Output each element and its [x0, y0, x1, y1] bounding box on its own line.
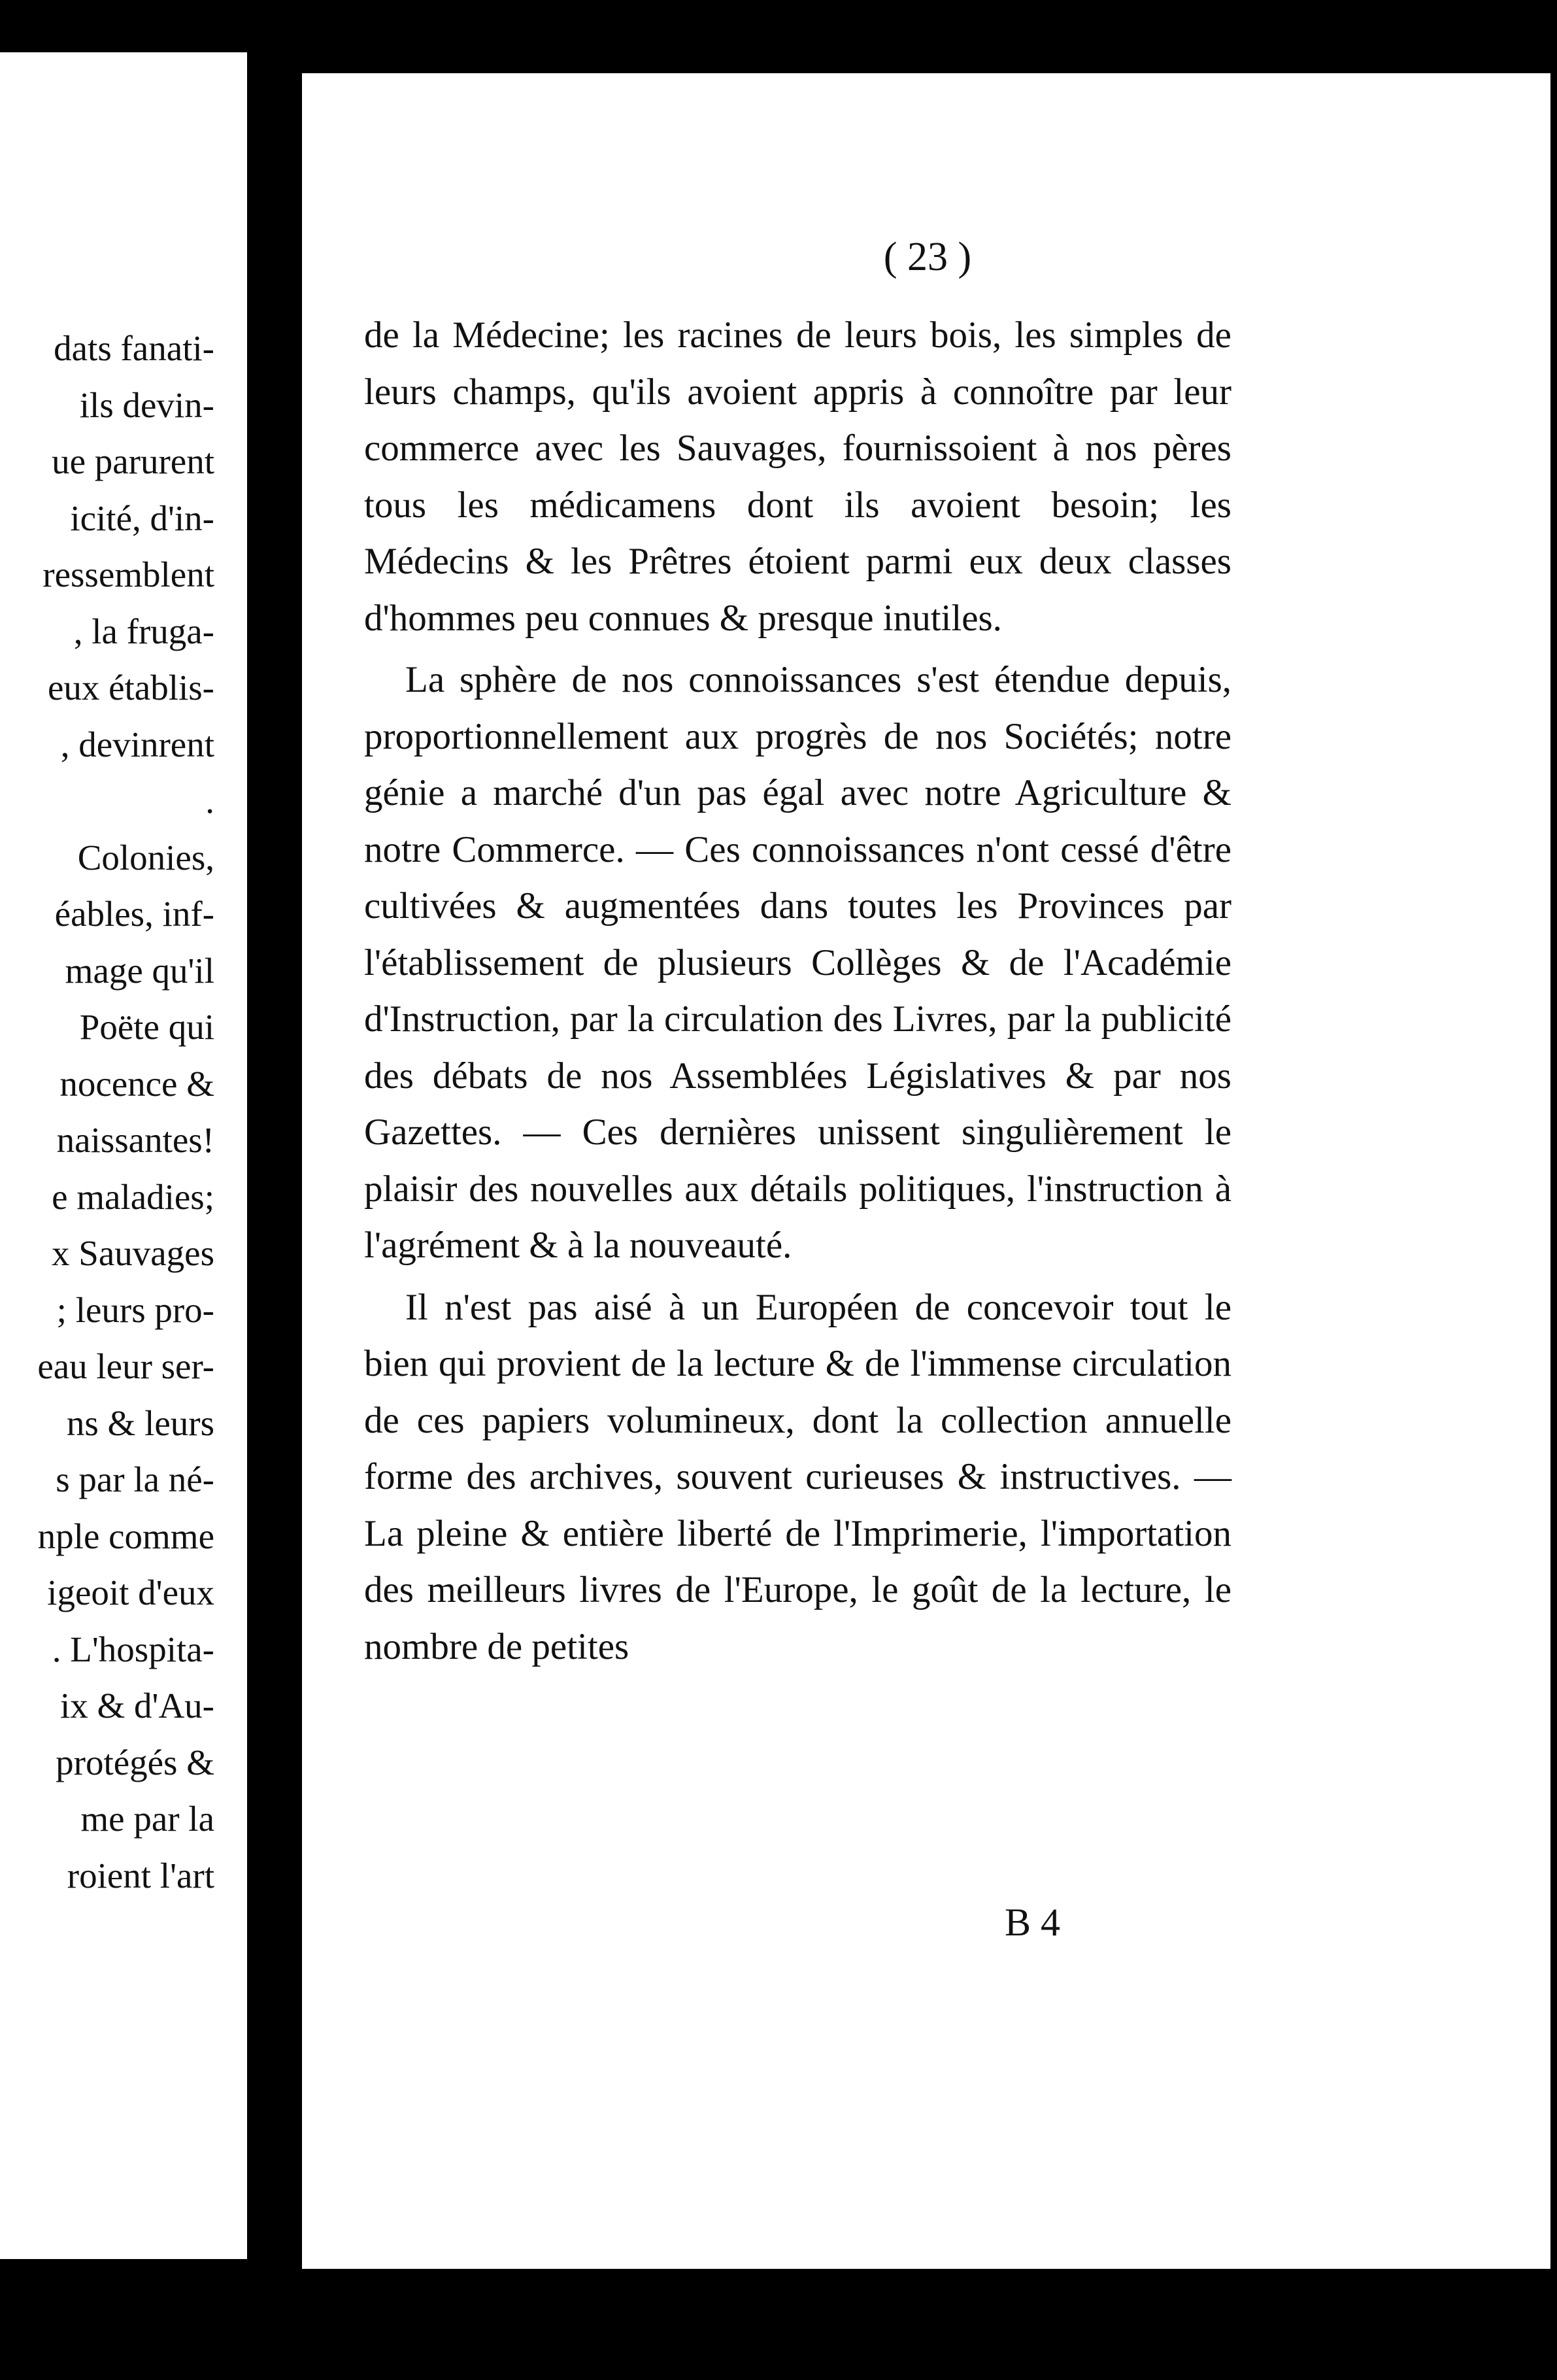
left-facing-page: [0, 52, 258, 2259]
left-line: nple comme: [37, 1516, 214, 1556]
left-line: ressemblent: [42, 554, 214, 594]
left-line: e maladies;: [52, 1176, 214, 1217]
left-page-text: [0, 320, 214, 1904]
left-line: Poëte qui: [79, 1007, 214, 1047]
paragraph: Il n'est pas aisé à un Européen de concevoir tout le bien qui provient de la lecture & de l'immense circulation de ces papiers volumineux, dont la collection annuelle forme des archives, souvent curieuses & instructives. — La pleine & entière liberté de l'Imprimerie, l'importation des meilleurs livres de l'Europe, le goût de la lecture, le nombre de petites: [364, 1286, 1231, 1667]
left-line: ue parurent: [52, 441, 214, 481]
book-gutter: [247, 0, 293, 2380]
page-number: ( 23 ): [883, 235, 972, 279]
left-line: nocence &: [59, 1063, 214, 1104]
left-line: naissantes!: [56, 1120, 214, 1160]
left-line: icité, d'in-: [70, 498, 214, 538]
left-line: protégés &: [56, 1742, 214, 1782]
left-line: eau leur ser-: [37, 1346, 214, 1386]
left-line: ns & leurs: [66, 1402, 214, 1443]
left-line: mage qu'il: [65, 950, 214, 991]
left-line: s par la né-: [56, 1459, 214, 1499]
page-body: [364, 307, 1231, 1680]
left-line: igeoit d'eux: [47, 1572, 214, 1612]
left-line: roient l'art: [67, 1855, 214, 1896]
left-line: ils devin-: [79, 384, 214, 425]
paragraph: de la Médecine; les racines de leurs bois, les simples de leurs champs, qu'ils avoient appris à connoître par leur commerce avec les Sauvages, fournissoient à nos pères tous les médicamens dont ils avoient besoin; les Médecins & les Prêtres étoient parmi eux deux classes d'hommes peu connues & presque inutiles.: [364, 314, 1231, 639]
left-line: .: [205, 781, 214, 821]
left-line: Colonies,: [77, 837, 214, 877]
left-line: ix & d'Au-: [59, 1686, 214, 1726]
left-line: , la fruga-: [73, 611, 214, 651]
left-line: . L'hospita-: [52, 1629, 214, 1669]
left-line: eux établis-: [47, 668, 214, 707]
signature-mark: B 4: [1005, 1901, 1061, 1944]
right-page: [302, 73, 1550, 2269]
left-line: , devinrent: [60, 724, 214, 764]
left-line: éables, inf-: [54, 894, 214, 934]
left-line: x Sauvages: [52, 1233, 214, 1273]
left-line: me par la: [80, 1799, 214, 1839]
left-line: dats fanati-: [54, 328, 214, 368]
left-line: ; leurs pro-: [56, 1289, 214, 1330]
paragraph: La sphère de nos connoissances s'est étendue depuis, proportionnellement aux progrès de nos Sociétés; notre génie a marché d'un pas égal avec notre Agriculture & notre Commerce. — Ces connoissances n'ont cessé d'être cultivées & augmentées dans toutes les Provinces par l'établissement de plusieurs Collèges & de l'Académie d'Instruction, par la circulation des Livres, par la publicité des débats de nos Assemblées Législatives & par nos Gazettes. — Ces dernières unissent singulièrement le plaisir des nouvelles aux détails politiques, l'instruction à l'agrément & à la nouveauté.: [364, 659, 1231, 1266]
